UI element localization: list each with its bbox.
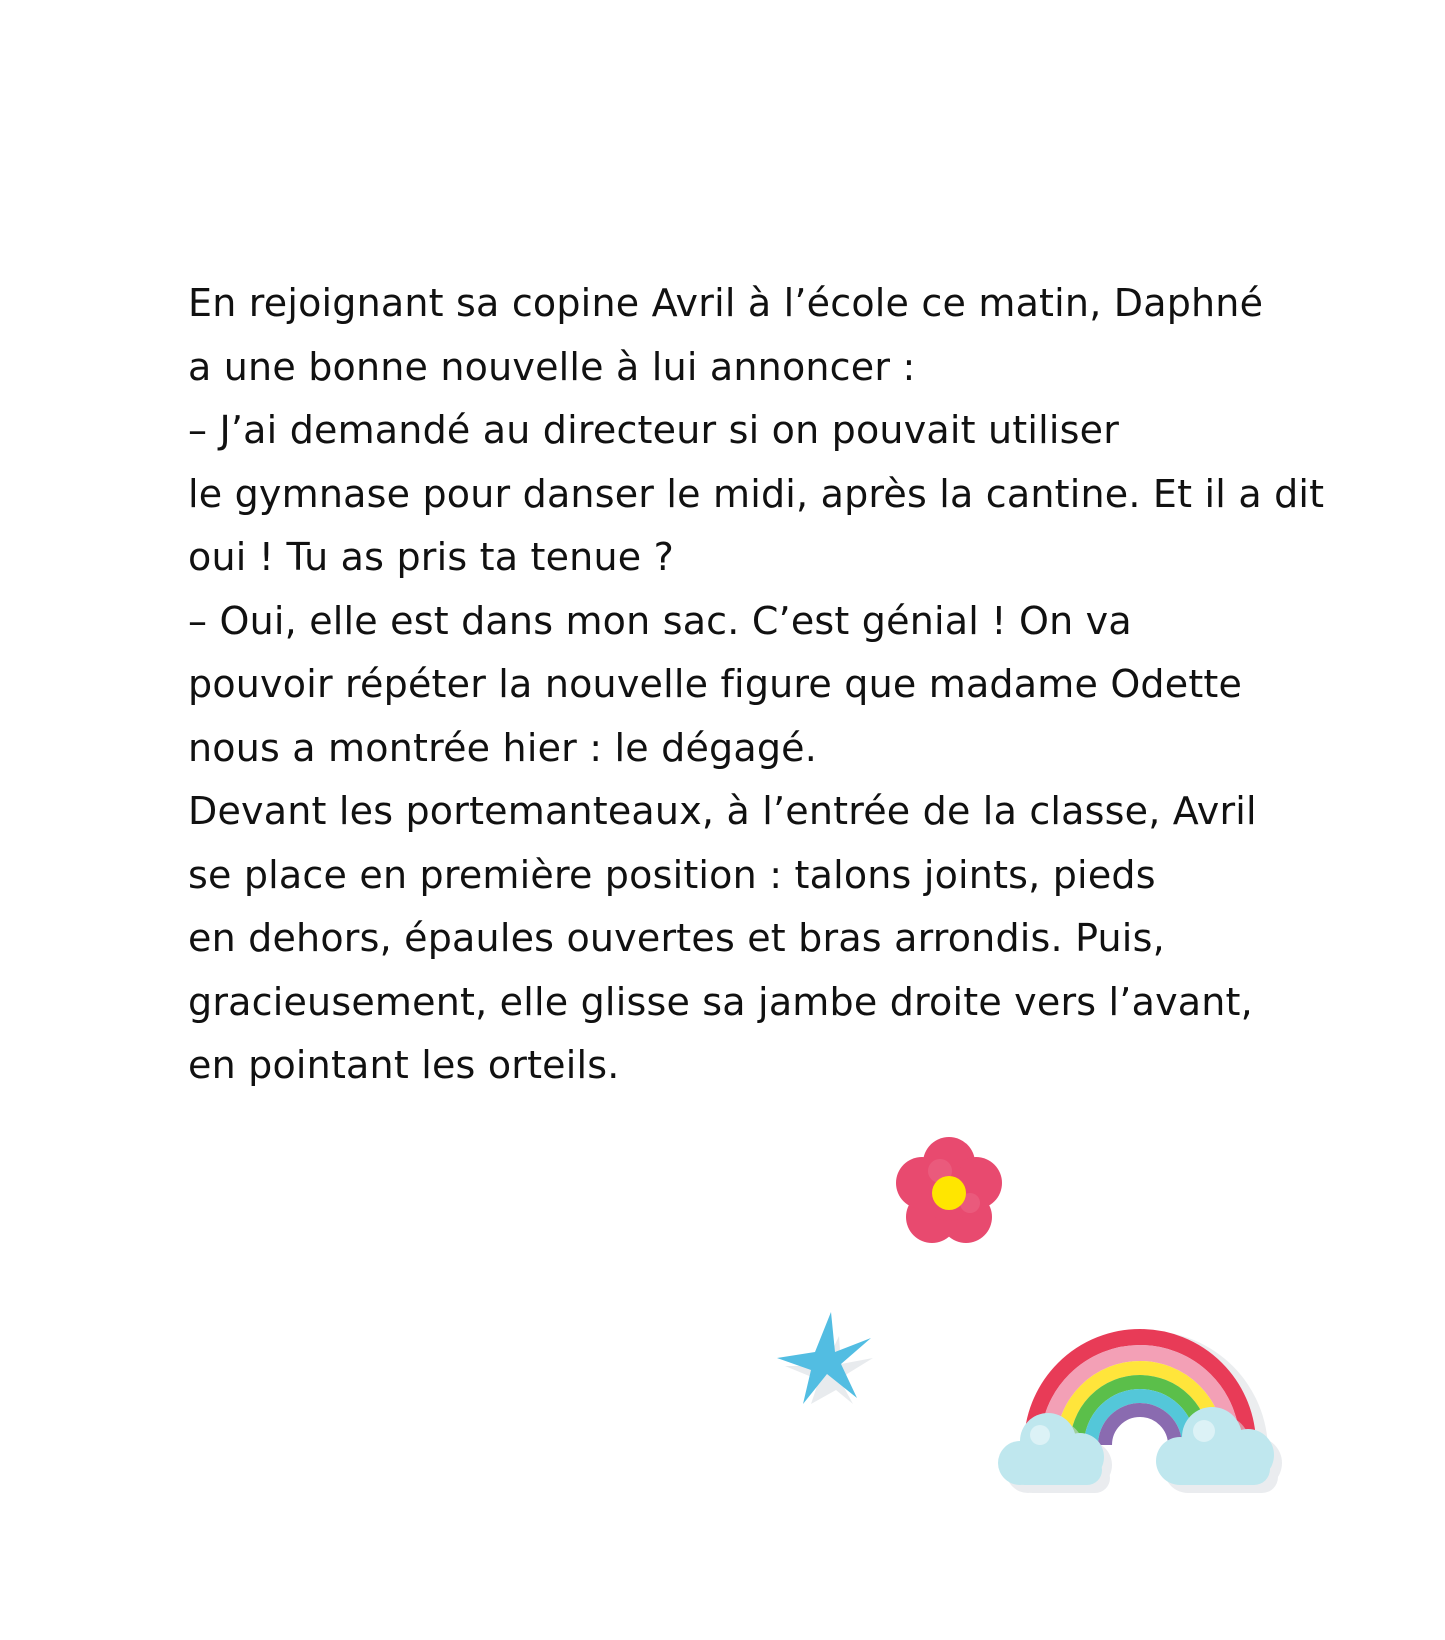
- star-icon: [775, 1308, 880, 1408]
- story-line: se place en première position : talons joints, pieds: [188, 852, 1156, 897]
- story-line: en pointant les orteils.: [188, 1043, 620, 1087]
- story-line: – J’ai demandé au directeur si on pouvait utiliser: [188, 408, 1120, 452]
- story-line: en dehors, épaules ouvertes et bras arrondis. Puis,: [188, 916, 1165, 960]
- story-line: pouvoir répéter la nouvelle figure que madame Odette: [188, 662, 1243, 706]
- story-line: oui ! Tu as pris ta tenue ?: [188, 535, 674, 579]
- rainbow-icon: [990, 1235, 1310, 1515]
- story-line: Devant les portemanteaux, à l’entrée de la classe, Avril: [188, 789, 1257, 833]
- story-line: le gymnase pour danser le midi, après la cantine. Et il a dit: [188, 471, 1325, 516]
- story-line: gracieusement, elle glisse sa jambe droite vers l’avant,: [188, 979, 1253, 1024]
- story-line: a une bonne nouvelle à lui annoncer :: [188, 344, 916, 389]
- story-line: nous a montrée hier : le dégagé.: [188, 725, 818, 770]
- flower-icon: [890, 1133, 1008, 1251]
- story-line: – Oui, elle est dans mon sac. C’est génial ! On va: [188, 598, 1132, 643]
- story-text: [188, 272, 1325, 1098]
- story-line: En rejoignant sa copine Avril à l’école ce matin, Daphné: [188, 281, 1264, 325]
